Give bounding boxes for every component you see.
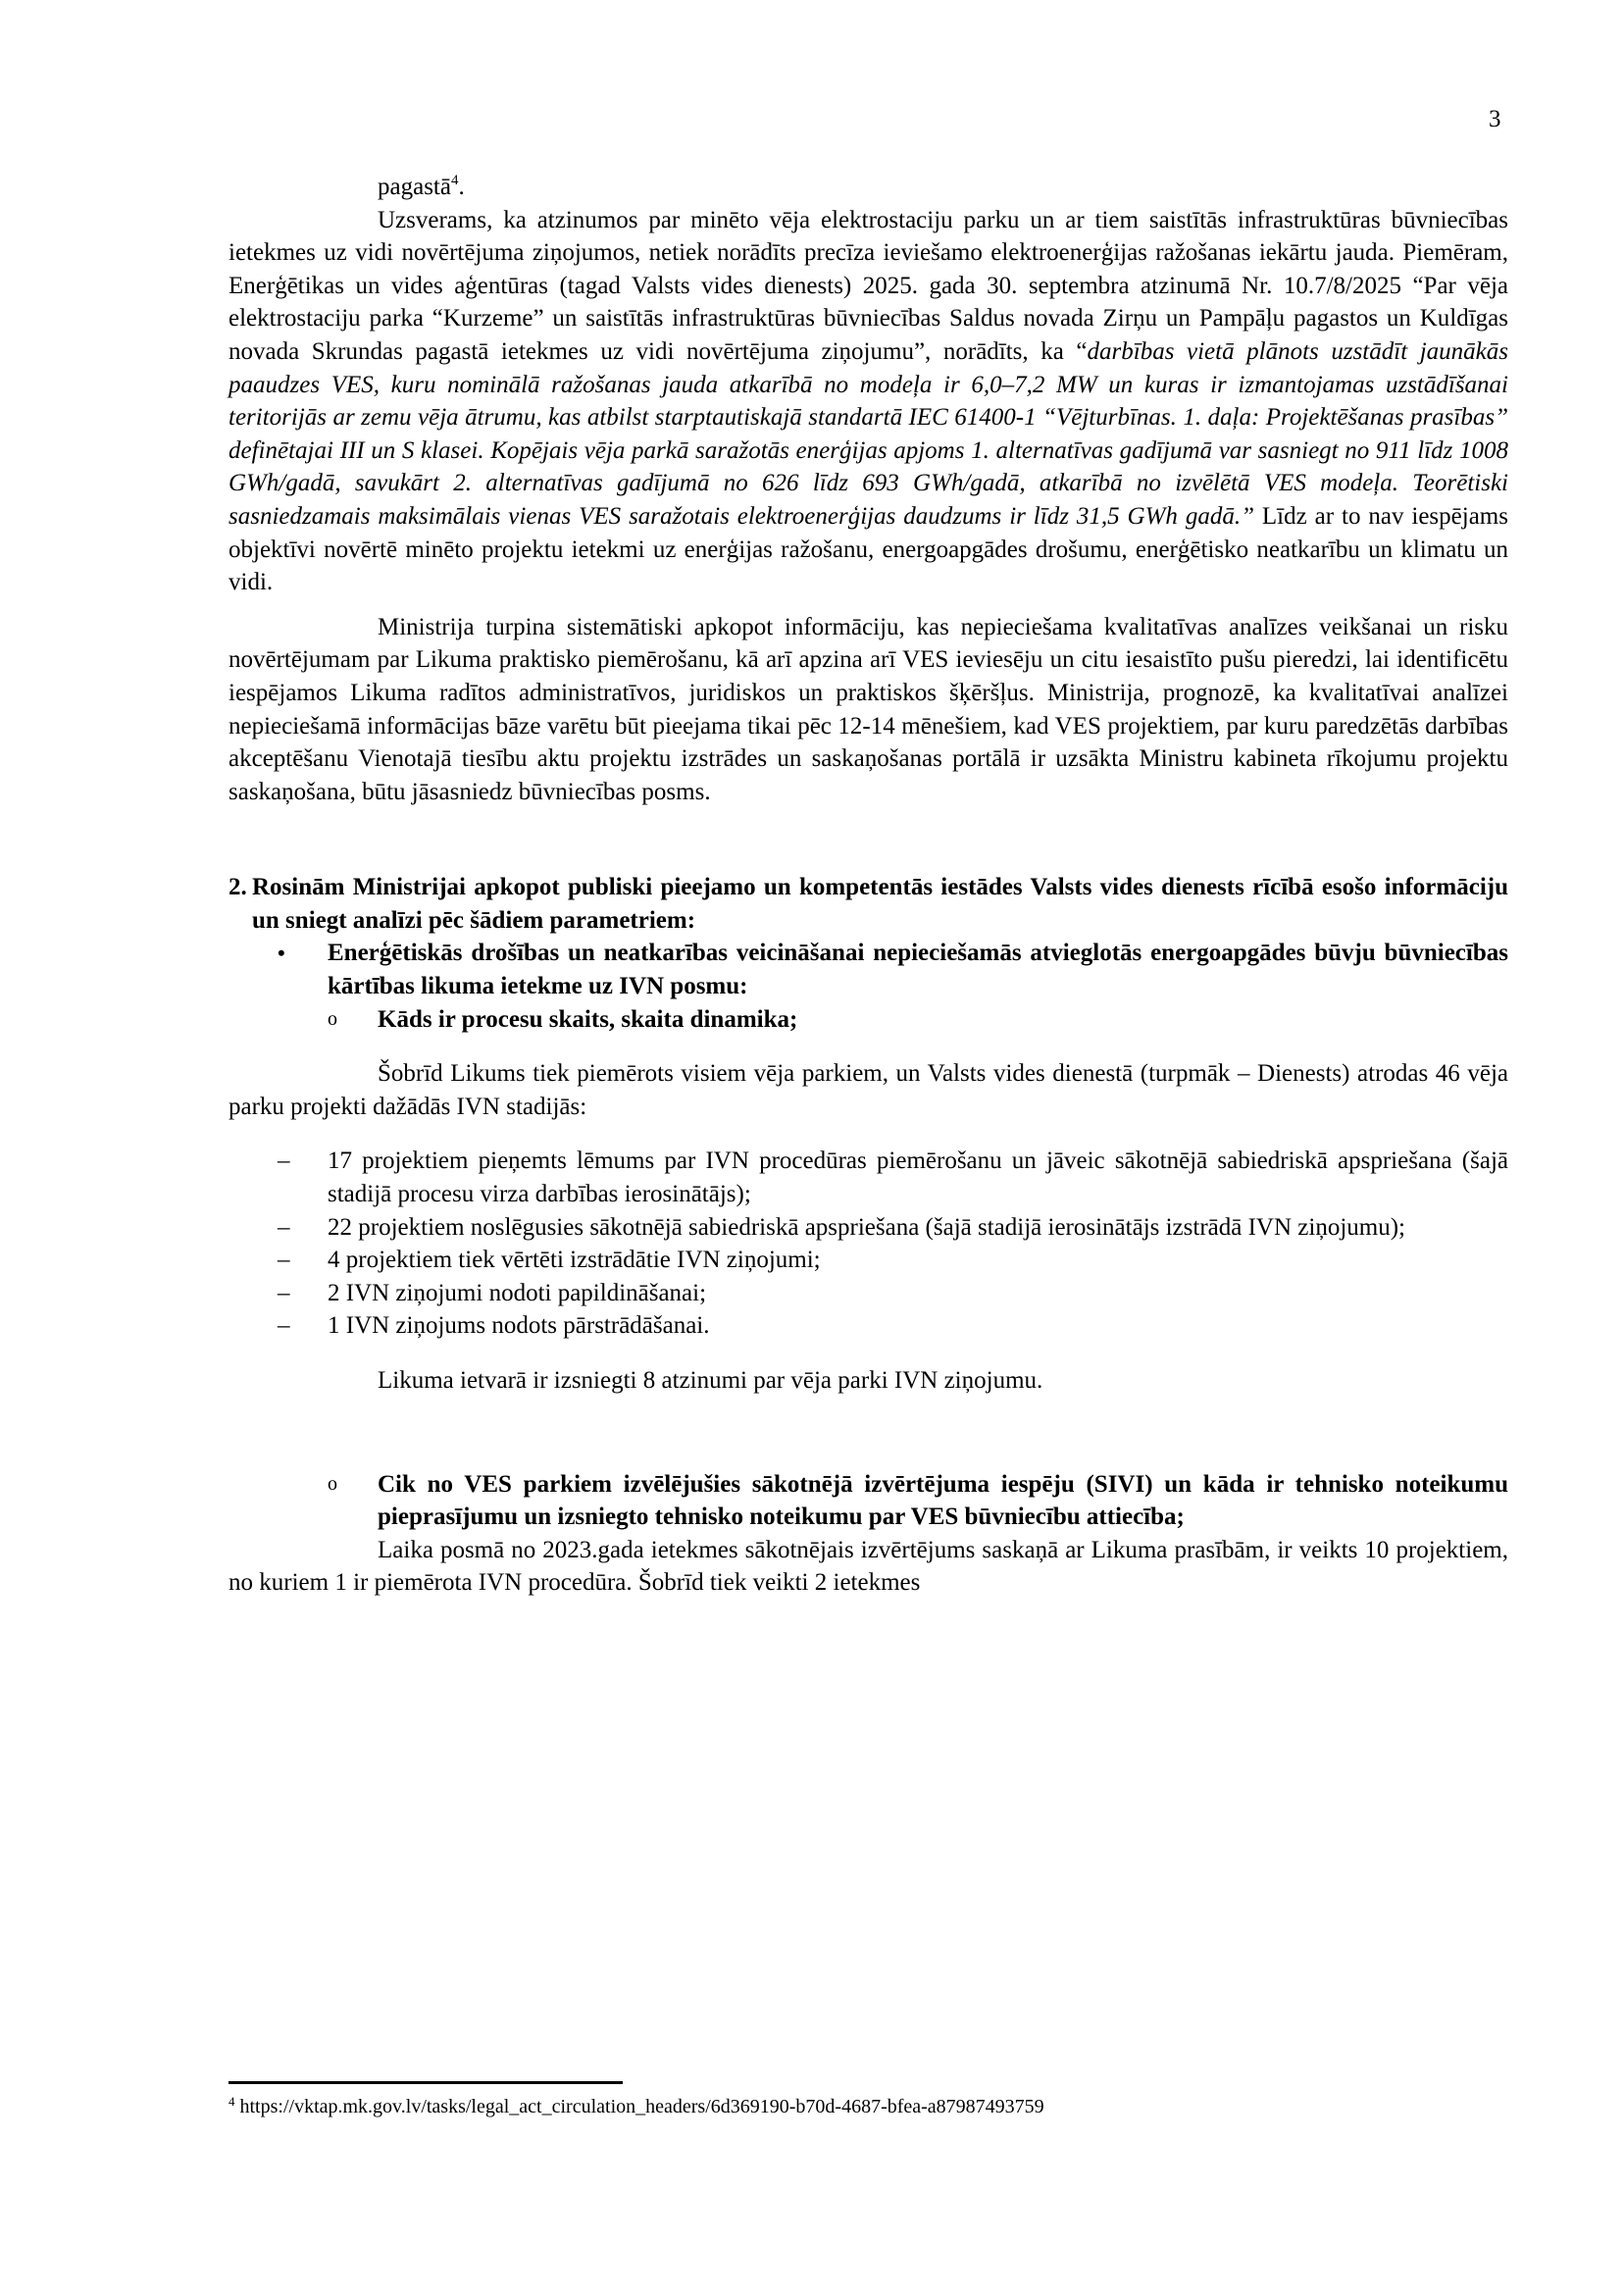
page-number: 3	[1489, 106, 1501, 132]
paragraph-current-state: Šobrīd Likums tiek piemērots visiem vēja parkiem, un Valsts vides dienestā (turpmāk – Dienests) atrodas 46 vēja parku projekti dažādās IVN stadijās:	[228, 1060, 1508, 1120]
list-item-text: 4 projektiem tiek vērtēti izstrādātie IVN ziņojumi;	[328, 1247, 821, 1274]
footnote-number: 4	[228, 2094, 235, 2109]
dash-icon: –	[278, 1213, 290, 1241]
paragraph-ministry-analysis: Ministrija turpina sistemātiski apkopot informāciju, kas nepieciešama kvalitatīvas analīzes veikšanai un risku novērtējumam par Likuma praktisko piemērošanu, kā arī apzina arī VES ieviesēju un citu iesaistīto pušu pieredzi, lai identificētu iespējamos Likuma radītos administratīvos, juridiskos un praktiskos šķēršļus. Ministrija, prognozē, ka kvalitatīvai analīzei nepieciešamā informācijas bāze varētu būt pieejama tikai pēc 12-14 mēnešiem, kad VES projektiem, par kuru paredzētās darbības akceptēšanu Vienotajā tiesību aktu projektu izstrādes un saskaņošanas portālā ir uzsākta Ministru kabineta rīkojumu projektu saskaņošana, būtu jāsasniedz būvniecības posms.	[228, 613, 1508, 805]
circle-bullet-icon: o	[328, 1007, 337, 1030]
bullet-text: Enerģētiskās drošības un neatkarības veicināšanai nepieciešamās atvieglotās energoapgādes būvju būvniecības kārtības likuma ietekme uz IVN posmu:	[328, 940, 1508, 1000]
circle-bullet-icon: o	[328, 1472, 337, 1495]
subbullet-text: Kāds ir procesu skaits, skaita dinamika;	[378, 1005, 798, 1033]
footnote-separator	[228, 2081, 623, 2084]
list-item-text: 17 projektiem pieņemts lēmums par IVN procedūras piemērošanu un jāveic sākotnējā sabiedriskā apspriešana (šajā stadijā procesu virza darbības ierosinātājs);	[328, 1147, 1508, 1208]
stages-list	[228, 1145, 1508, 1343]
list-item-text: 1 IVN ziņojums nodots pārstrādāšanai.	[328, 1312, 710, 1340]
quoted-opinion: darbības vietā plānots uzstādīt jaunākās paaudzes VES, kuru nominālā ražošanas jauda atkarībā no modeļa ir 6,0–7,2 MW un kuras ir izmantojamas uzstādīšanai teritorijās ar zemu vēja ātrumu, kas atbilst starptautiskajā standartā IEC 61400-1 “Vējturbīnas. 1. daļa: Projektēšanas prasības” definētajai III un S klasei. Kopējais vēja parkā saražotās enerģijas apjoms 1. alternatīvas gadījumā var sasniegt no 911 līdz 1008 GWh/gadā, savukārt 2. alternatīvas gadījumā no 626 līdz 693 GWh/gadā, atkarībā no izvēlētā VES modeļa. Teorētiski sasniedzamais maksimālais vienas VES saražotais elektroenerģijas daudzums ir līdz 31,5 GWh gadā.”	[228, 337, 1508, 530]
paragraph-opinions-issued: Likuma ietvarā ir izsniegti 8 atzinumi par vēja parki IVN ziņojumu.	[378, 1367, 1043, 1394]
list-item-text: 22 projektiem noslēgusies sākotnējā sabiedriskā apspriešana (šajā stadijā ierosinātājs izstrādā IVN ziņojumu);	[328, 1213, 1405, 1241]
subbullet-sivi	[228, 1468, 1508, 1534]
paragraph-sivi-stats: Laika posmā no 2023.gada ietekmes sākotnējais izvērtējums saskaņā ar Likuma prasībām, ir veikts 10 projektiem, no kuriem 1 ir piemērota IVN procedūra. Šobrīd tiek veikti 2 ietekmes	[228, 1536, 1508, 1597]
list-item	[228, 1244, 1508, 1277]
paragraph-power-capacity	[228, 204, 1508, 599]
footnote	[228, 2095, 1044, 2118]
list-item-text: 2 IVN ziņojumi nodoti papildināšanai;	[328, 1279, 707, 1306]
bullet-icon: •	[278, 941, 285, 966]
continued-tail: .	[458, 174, 465, 200]
list-item	[228, 1309, 1508, 1343]
continued-text: pagastā	[378, 174, 451, 200]
document-body	[228, 171, 1508, 1600]
paragraph-text: Uzsverams, ka atzinumos par minēto vēja elektrostaciju parku un ar tiem saistītās infrastruktūras būvniecības ietekmes uz vidi novērtējuma ziņojumos, netiek norādīts precīza ieviešamo elektroenerģijas ražošanas iekārtu jauda. Piemēram, Enerģētikas un vides aģentūras (tagad Valsts vides dienests) 2025. gada 30. septembra atzinumā Nr. 10.7/8/2025 “Par vēja elektrostaciju parka “Kurzeme” un saistītās infrastruktūras būvniecības Saldus novada Zirņu un Pampāļu pagastos un Kuldīgas novada Skrundas pagastā ietekmes uz vidi novērtējuma ziņojumu”, norādīts, ka “	[228, 206, 1508, 365]
list-item	[228, 1277, 1508, 1310]
list-item	[228, 1145, 1508, 1210]
list-item	[228, 1211, 1508, 1245]
paragraph-text: Līdz ar to nav iespējams objektīvi novērtē minēto projektu ietekmi uz enerģijas ražošanu, energoapgādes drošumu, enerģētisko neatkarību un klimatu un vidi.	[228, 502, 1508, 596]
subbullet-process-count	[228, 1003, 1508, 1037]
footnote-ref[interactable]: 4	[450, 173, 459, 188]
section-heading-text: Rosinām Ministrijai apkopot publiski pieejamo un kompetentās iestādes Valsts vides dienests rīcībā esošo informāciju un sniegt analīzi pēc šādiem parametriem:	[252, 874, 1508, 934]
dash-icon: –	[278, 1147, 290, 1175]
dash-icon: –	[278, 1312, 290, 1340]
bullet-item	[228, 937, 1508, 1002]
continued-paragraph	[228, 171, 1508, 204]
section-2-heading	[228, 871, 1508, 937]
dash-icon: –	[278, 1279, 290, 1306]
dash-icon: –	[278, 1247, 290, 1274]
footnote-link[interactable]: https://vktap.mk.gov.lv/tasks/legal_act_circulation_headers/6d369190-b70d-4687-bfea-a87987493759	[239, 2096, 1044, 2117]
subbullet-text: Cik no VES parkiem izvēlējušies sākotnējā izvērtējuma iespēju (SIVI) un kāda ir tehnisko noteikumu pieprasījumu un izsniegto tehnisko noteikumu par VES būvniecību attiecība;	[378, 1470, 1508, 1531]
section-number: 2.	[228, 874, 247, 901]
